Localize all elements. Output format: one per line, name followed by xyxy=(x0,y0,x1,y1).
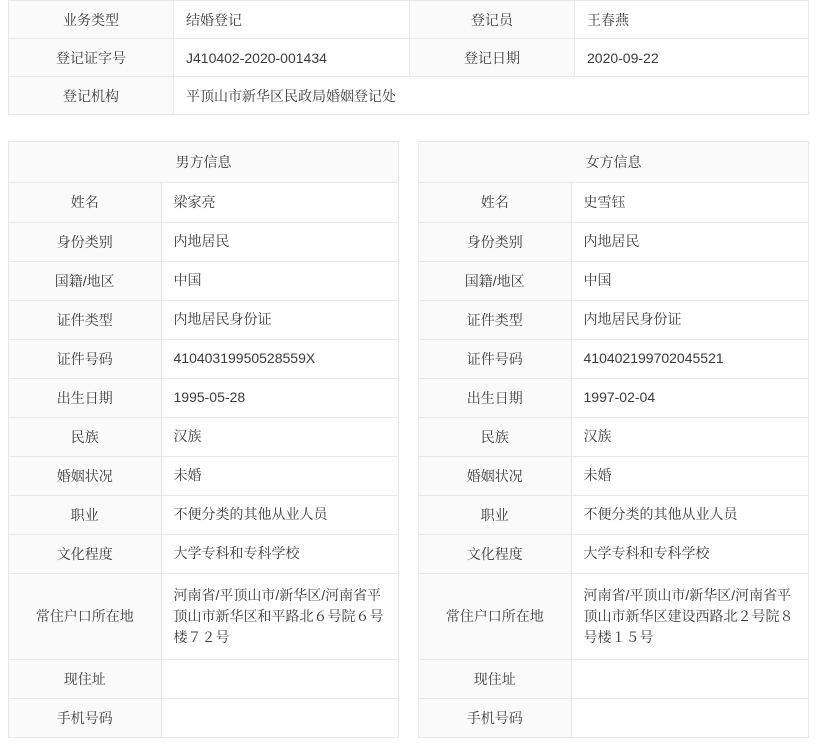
table-row xyxy=(419,300,808,339)
female-education-label: 文化程度 xyxy=(419,534,571,573)
female-id-type-value: 内地居民身份证 xyxy=(571,300,808,339)
male-phone-value xyxy=(161,698,398,737)
table-row xyxy=(9,77,809,115)
female-household-address-label: 常住户口所在地 xyxy=(419,573,571,659)
female-education-value: 大学专科和专科学校 xyxy=(571,534,808,573)
table-row xyxy=(419,339,808,378)
party-info-panels xyxy=(8,141,809,738)
female-identity-type-label: 身份类别 xyxy=(419,222,571,261)
section-spacer xyxy=(8,115,809,141)
female-identity-type-value: 内地居民 xyxy=(571,222,808,261)
male-occupation-label: 职业 xyxy=(9,495,161,534)
male-ethnicity-value: 汉族 xyxy=(161,417,398,456)
table-row xyxy=(9,1,809,39)
table-row xyxy=(9,534,398,573)
business-type-label: 业务类型 xyxy=(9,1,174,39)
table-row xyxy=(419,378,808,417)
table-row xyxy=(419,659,808,698)
female-phone-label: 手机号码 xyxy=(419,698,571,737)
female-occupation-label: 职业 xyxy=(419,495,571,534)
male-name-label: 姓名 xyxy=(9,183,161,222)
certificate-number-label: 登记证字号 xyxy=(9,39,174,77)
female-household-address-value: 河南省/平顶山市/新华区/河南省平顶山市新华区建设西路北２号院８号楼１５号 xyxy=(571,573,808,659)
female-nationality-value: 中国 xyxy=(571,261,808,300)
female-name-value: 史雪钰 xyxy=(571,183,808,222)
table-row xyxy=(9,39,809,77)
registration-agency-label: 登记机构 xyxy=(9,77,174,115)
male-household-address-label: 常住户口所在地 xyxy=(9,573,161,659)
male-nationality-value: 中国 xyxy=(161,261,398,300)
male-info-panel xyxy=(8,141,399,738)
female-marital-status-label: 婚姻状况 xyxy=(419,456,571,495)
male-occupation-value: 不便分类的其他从业人员 xyxy=(161,495,398,534)
male-ethnicity-label: 民族 xyxy=(9,417,161,456)
female-id-type-label: 证件类型 xyxy=(419,300,571,339)
table-row xyxy=(9,698,398,737)
female-id-number-value: 410402199702045521 xyxy=(571,339,808,378)
male-nationality-label: 国籍/地区 xyxy=(9,261,161,300)
registration-summary-table xyxy=(8,0,809,115)
male-birthdate-value: 1995-05-28 xyxy=(161,378,398,417)
female-info-panel xyxy=(418,141,809,738)
male-phone-label: 手机号码 xyxy=(9,698,161,737)
table-row xyxy=(419,534,808,573)
registrar-label: 登记员 xyxy=(410,1,575,39)
table-row xyxy=(9,417,398,456)
male-identity-type-label: 身份类别 xyxy=(9,222,161,261)
table-row xyxy=(419,261,808,300)
table-row xyxy=(9,573,398,659)
female-name-label: 姓名 xyxy=(419,183,571,222)
male-identity-type-value: 内地居民 xyxy=(161,222,398,261)
certificate-number-value: J410402-2020-001434 xyxy=(174,39,410,77)
male-marital-status-value: 未婚 xyxy=(161,456,398,495)
registrar-value: 王春燕 xyxy=(575,1,809,39)
female-panel-title: 女方信息 xyxy=(419,142,808,183)
table-row xyxy=(419,222,808,261)
female-id-number-label: 证件号码 xyxy=(419,339,571,378)
male-id-number-label: 证件号码 xyxy=(9,339,161,378)
table-row xyxy=(419,417,808,456)
female-current-address-value xyxy=(571,659,808,698)
male-panel-title: 男方信息 xyxy=(9,142,398,183)
table-row xyxy=(419,183,808,222)
female-nationality-label: 国籍/地区 xyxy=(419,261,571,300)
male-info-table xyxy=(9,183,398,737)
male-name-value: 梁家亮 xyxy=(161,183,398,222)
male-id-type-label: 证件类型 xyxy=(9,300,161,339)
female-birthdate-label: 出生日期 xyxy=(419,378,571,417)
male-id-type-value: 内地居民身份证 xyxy=(161,300,398,339)
table-row xyxy=(419,573,808,659)
male-current-address-value xyxy=(161,659,398,698)
table-row xyxy=(9,300,398,339)
table-row xyxy=(9,495,398,534)
female-phone-value xyxy=(571,698,808,737)
male-education-label: 文化程度 xyxy=(9,534,161,573)
female-current-address-label: 现住址 xyxy=(419,659,571,698)
business-type-value: 结婚登记 xyxy=(174,1,410,39)
female-occupation-value: 不便分类的其他从业人员 xyxy=(571,495,808,534)
female-birthdate-value: 1997-02-04 xyxy=(571,378,808,417)
table-row xyxy=(9,659,398,698)
table-row xyxy=(419,698,808,737)
table-row xyxy=(419,456,808,495)
male-education-value: 大学专科和专科学校 xyxy=(161,534,398,573)
table-row xyxy=(9,261,398,300)
table-row xyxy=(9,378,398,417)
female-ethnicity-value: 汉族 xyxy=(571,417,808,456)
table-row xyxy=(9,339,398,378)
male-household-address-value: 河南省/平顶山市/新华区/河南省平顶山市新华区和平路北６号院６号楼７２号 xyxy=(161,573,398,659)
female-marital-status-value: 未婚 xyxy=(571,456,808,495)
male-birthdate-label: 出生日期 xyxy=(9,378,161,417)
male-marital-status-label: 婚姻状况 xyxy=(9,456,161,495)
table-row xyxy=(9,222,398,261)
registration-agency-value: 平顶山市新华区民政局婚姻登记处 xyxy=(174,77,809,115)
female-ethnicity-label: 民族 xyxy=(419,417,571,456)
table-row xyxy=(9,456,398,495)
female-info-table xyxy=(419,183,808,737)
table-row xyxy=(419,495,808,534)
table-row xyxy=(9,183,398,222)
registration-date-label: 登记日期 xyxy=(410,39,575,77)
male-current-address-label: 现住址 xyxy=(9,659,161,698)
registration-date-value: 2020-09-22 xyxy=(575,39,809,77)
male-id-number-value: 41040319950528559X xyxy=(161,339,398,378)
